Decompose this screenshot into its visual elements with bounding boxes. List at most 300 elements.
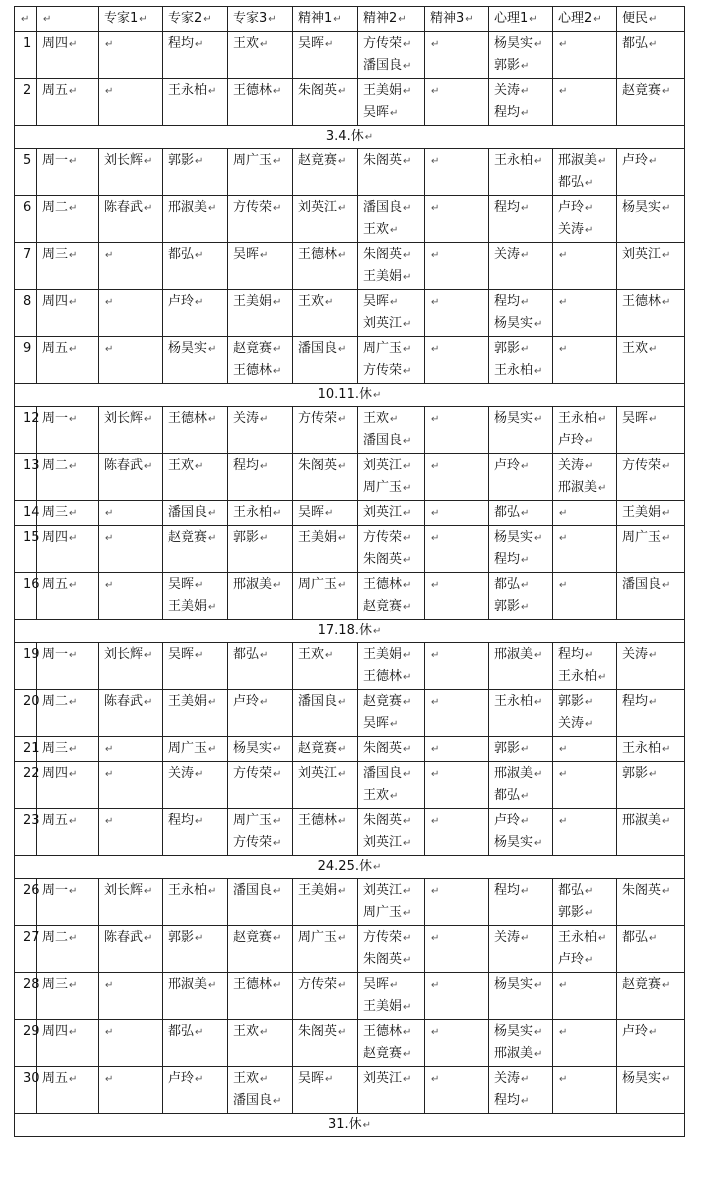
paragraph-mark: ↵ <box>431 297 440 308</box>
paragraph-mark: ↵ <box>403 1027 412 1038</box>
paragraph-mark: ↵ <box>203 14 212 25</box>
staff-name <box>233 1090 290 1112</box>
staff-name-text: 关涛 <box>494 247 521 262</box>
paragraph-mark: ↵ <box>403 1002 412 1013</box>
paragraph-mark: ↵ <box>325 39 334 50</box>
paragraph-mark: ↵ <box>662 250 671 261</box>
duty-cell <box>99 501 163 526</box>
duty-cell <box>99 454 163 501</box>
paragraph-mark: ↵ <box>273 203 282 214</box>
paragraph-mark: ↵ <box>105 86 114 97</box>
staff-name <box>363 902 422 924</box>
schedule-row <box>15 573 685 620</box>
paragraph-mark: ↵ <box>559 744 568 755</box>
staff-name <box>298 974 355 996</box>
staff-name-text: 朱阁英 <box>298 83 338 98</box>
paragraph-mark: ↵ <box>431 933 440 944</box>
header-corner-cell <box>15 7 37 32</box>
duty-cell <box>358 690 425 737</box>
staff-name <box>363 150 422 172</box>
duty-cell <box>425 290 489 337</box>
duty-cell <box>293 1067 358 1114</box>
paragraph-mark: ↵ <box>390 980 399 991</box>
staff-name <box>298 408 355 430</box>
staff-name-text: 卢玲 <box>558 200 585 215</box>
staff-name-text: 程均 <box>494 552 521 567</box>
duty-cell <box>553 149 617 196</box>
duty-cell <box>228 243 293 290</box>
staff-name <box>494 738 550 760</box>
paragraph-mark: ↵ <box>105 1027 114 1038</box>
column-header <box>163 7 228 32</box>
column-header-label: 心理2 <box>558 11 593 26</box>
staff-name <box>233 502 290 524</box>
header-row <box>15 7 685 32</box>
duty-cell <box>553 643 617 690</box>
staff-name-text: 王永柏 <box>494 694 534 709</box>
staff-name-text: 方传荣 <box>298 411 338 426</box>
weekday-label: 周二 <box>42 200 69 215</box>
paragraph-mark: ↵ <box>338 744 347 755</box>
staff-name <box>494 102 550 124</box>
staff-name-text: 王美娟 <box>363 83 403 98</box>
staff-name-text: 潘国良 <box>233 883 273 898</box>
staff-name-text: 王德林 <box>363 669 403 684</box>
paragraph-mark: ↵ <box>598 672 607 683</box>
paragraph-mark: ↵ <box>273 580 282 591</box>
staff-name <box>363 785 422 807</box>
weekday-label: 周三 <box>42 247 69 262</box>
paragraph-mark: ↵ <box>273 344 282 355</box>
staff-name <box>168 455 225 477</box>
paragraph-mark: ↵ <box>105 744 114 755</box>
duty-cell <box>99 1067 163 1114</box>
staff-name <box>494 832 550 854</box>
paragraph-mark: ↵ <box>403 508 412 519</box>
staff-name-text: 潘国良 <box>298 694 338 709</box>
schedule-row <box>15 879 685 926</box>
paragraph-mark: ↵ <box>338 156 347 167</box>
duty-cell <box>163 149 228 196</box>
duty-cell <box>553 690 617 737</box>
staff-name-text: 王永柏 <box>558 411 598 426</box>
staff-name-text: 吴晖 <box>363 105 390 120</box>
duty-cell <box>163 32 228 79</box>
staff-name <box>168 80 225 102</box>
paragraph-mark: ↵ <box>534 39 543 50</box>
staff-name-text: 卢玲 <box>558 952 585 967</box>
duty-cell <box>99 573 163 620</box>
duty-cell <box>425 337 489 384</box>
paragraph-mark: ↵ <box>144 461 153 472</box>
schedule-row <box>15 737 685 762</box>
staff-name-text: 杨昊实 <box>622 200 662 215</box>
duty-cell <box>228 407 293 454</box>
rest-day-label: 10.11.休 <box>317 387 372 402</box>
paragraph-mark: ↵ <box>649 650 658 661</box>
staff-name <box>494 549 550 571</box>
duty-cell <box>489 1067 553 1114</box>
staff-name-text: 程均 <box>558 647 585 662</box>
staff-name <box>363 219 422 241</box>
duty-cell <box>163 573 228 620</box>
duty-cell <box>293 526 358 573</box>
duty-cell <box>358 526 425 573</box>
staff-name <box>363 455 422 477</box>
staff-name-text: 刘英江 <box>298 766 338 781</box>
staff-name <box>233 832 290 854</box>
column-header <box>617 7 685 32</box>
rest-day-cell <box>15 384 685 407</box>
staff-name-text: 王永柏 <box>494 153 534 168</box>
paragraph-mark: ↵ <box>403 697 412 708</box>
paragraph-mark: ↵ <box>390 225 399 236</box>
duty-cell <box>293 149 358 196</box>
staff-name <box>168 1021 225 1043</box>
duty-cell <box>358 973 425 1020</box>
staff-name-text: 王美娟 <box>168 599 208 614</box>
staff-name <box>622 574 682 596</box>
paragraph-mark: ↵ <box>338 980 347 991</box>
duty-cell <box>163 290 228 337</box>
staff-name <box>363 996 422 1018</box>
paragraph-mark: ↵ <box>144 933 153 944</box>
staff-name <box>622 455 682 477</box>
staff-name <box>363 832 422 854</box>
paragraph-mark: ↵ <box>69 886 78 897</box>
paragraph-mark: ↵ <box>534 319 543 330</box>
duty-cell <box>358 879 425 926</box>
paragraph-mark: ↵ <box>325 650 334 661</box>
paragraph-mark: ↵ <box>521 250 530 261</box>
duty-cell <box>99 149 163 196</box>
staff-name <box>363 1021 422 1043</box>
paragraph-mark: ↵ <box>208 414 217 425</box>
staff-name <box>494 455 550 477</box>
rest-day-label: 3.4.休 <box>325 129 364 144</box>
staff-name-text: 潘国良 <box>363 58 403 73</box>
staff-name-text: 方传荣 <box>233 200 273 215</box>
duty-cell <box>617 879 685 926</box>
staff-name <box>298 33 355 55</box>
duty-cell <box>163 454 228 501</box>
paragraph-mark: ↵ <box>338 414 347 425</box>
weekday-label: 周五 <box>42 577 69 592</box>
paragraph-mark: ↵ <box>585 697 594 708</box>
staff-name <box>363 974 422 996</box>
staff-name-text: 邢淑美 <box>494 766 534 781</box>
paragraph-mark: ↵ <box>559 1027 568 1038</box>
paragraph-mark: ↵ <box>431 816 440 827</box>
staff-name <box>363 596 422 618</box>
paragraph-mark: ↵ <box>69 1027 78 1038</box>
staff-name <box>233 360 290 382</box>
weekday-label: 周五 <box>42 83 69 98</box>
staff-name-text: 赵竟赛 <box>233 930 273 945</box>
paragraph-mark: ↵ <box>662 533 671 544</box>
staff-name <box>104 150 160 172</box>
staff-name-text: 邢淑美 <box>622 813 662 828</box>
duty-cell <box>358 737 425 762</box>
staff-name-text: 都弘 <box>622 930 649 945</box>
paragraph-mark: ↵ <box>338 697 347 708</box>
paragraph-mark: ↵ <box>144 203 153 214</box>
day-number-cell: 22 <box>15 762 37 809</box>
paragraph-mark: ↵ <box>559 1074 568 1085</box>
paragraph-mark: ↵ <box>585 955 594 966</box>
duty-cell <box>228 526 293 573</box>
staff-name <box>168 596 225 618</box>
schedule-row <box>15 501 685 526</box>
staff-name-text: 郭影 <box>622 766 649 781</box>
duty-cell <box>617 526 685 573</box>
weekday-label: 周四 <box>42 294 69 309</box>
schedule-row <box>15 454 685 501</box>
paragraph-mark: ↵ <box>585 650 594 661</box>
staff-name <box>363 738 422 760</box>
paragraph-mark: ↵ <box>398 14 407 25</box>
staff-name <box>298 644 355 666</box>
schedule-row <box>15 690 685 737</box>
paragraph-mark: ↵ <box>559 580 568 591</box>
staff-name-text: 周广玉 <box>233 153 273 168</box>
weekday-cell <box>37 149 99 196</box>
paragraph-mark: ↵ <box>662 744 671 755</box>
duty-cell <box>617 454 685 501</box>
paragraph-mark: ↵ <box>559 250 568 261</box>
paragraph-mark: ↵ <box>559 344 568 355</box>
paragraph-mark: ↵ <box>662 508 671 519</box>
paragraph-mark: ↵ <box>69 580 78 591</box>
staff-name <box>298 502 355 524</box>
duty-cell <box>617 337 685 384</box>
duty-cell <box>553 926 617 973</box>
paragraph-mark: ↵ <box>144 697 153 708</box>
day-number-cell: 2 <box>15 79 37 126</box>
staff-name <box>622 527 682 549</box>
staff-name <box>363 644 422 666</box>
staff-name <box>494 785 550 807</box>
staff-name <box>298 763 355 785</box>
duty-cell <box>99 643 163 690</box>
day-number-cell: 27 <box>15 926 37 973</box>
staff-name-text: 郭影 <box>494 599 521 614</box>
paragraph-mark: ↵ <box>260 533 269 544</box>
duty-cell <box>489 643 553 690</box>
paragraph-mark: ↵ <box>208 744 217 755</box>
paragraph-mark: ↵ <box>431 769 440 780</box>
staff-name <box>233 691 290 713</box>
paragraph-mark: ↵ <box>534 1027 543 1038</box>
staff-name-text: 杨昊实 <box>494 530 534 545</box>
staff-name-text: 王德林 <box>298 813 338 828</box>
duty-cell <box>228 290 293 337</box>
weekday-cell <box>37 737 99 762</box>
staff-name <box>168 1068 225 1090</box>
staff-name-text: 刘英江 <box>363 883 403 898</box>
staff-name <box>622 1068 682 1090</box>
paragraph-mark: ↵ <box>662 980 671 991</box>
paragraph-mark: ↵ <box>69 744 78 755</box>
staff-name-text: 卢玲 <box>494 813 521 828</box>
paragraph-mark: ↵ <box>105 533 114 544</box>
paragraph-mark: ↵ <box>431 508 440 519</box>
staff-name <box>494 880 550 902</box>
staff-name <box>298 738 355 760</box>
duty-cell <box>425 762 489 809</box>
duty-cell <box>425 643 489 690</box>
staff-name-text: 潘国良 <box>298 341 338 356</box>
duty-cell <box>553 879 617 926</box>
duty-cell <box>163 1067 228 1114</box>
staff-name <box>622 974 682 996</box>
staff-name-text: 关涛 <box>494 930 521 945</box>
paragraph-mark: ↵ <box>260 39 269 50</box>
staff-name <box>104 455 160 477</box>
staff-name-text: 王永柏 <box>233 505 273 520</box>
staff-name-text: 关涛 <box>233 411 260 426</box>
staff-name-text: 程均 <box>494 200 521 215</box>
staff-name-text: 朱阁英 <box>363 247 403 262</box>
staff-name <box>558 455 614 477</box>
staff-name <box>363 266 422 288</box>
staff-name <box>494 33 550 55</box>
day-number-cell: 30 <box>15 1067 37 1114</box>
duty-cell <box>228 973 293 1020</box>
staff-name <box>168 927 225 949</box>
schedule-row <box>15 79 685 126</box>
day-number-cell: 9 <box>15 337 37 384</box>
weekday-label: 周一 <box>42 647 69 662</box>
duty-cell <box>163 737 228 762</box>
duty-cell <box>425 809 489 856</box>
staff-name-text: 都弘 <box>494 505 521 520</box>
paragraph-mark: ↵ <box>273 366 282 377</box>
duty-cell <box>617 573 685 620</box>
staff-name-text: 关涛 <box>622 647 649 662</box>
staff-name <box>363 80 422 102</box>
paragraph-mark: ↵ <box>268 14 277 25</box>
paragraph-mark: ↵ <box>105 769 114 780</box>
column-header <box>99 7 163 32</box>
duty-cell <box>228 573 293 620</box>
duty-cell <box>228 32 293 79</box>
weekday-cell <box>37 690 99 737</box>
staff-name <box>494 574 550 596</box>
paragraph-mark: ↵ <box>69 297 78 308</box>
staff-name <box>233 1068 290 1090</box>
staff-name-text: 吴晖 <box>168 577 195 592</box>
paragraph-mark: ↵ <box>208 86 217 97</box>
paragraph-mark: ↵ <box>662 86 671 97</box>
rest-day-cell <box>15 856 685 879</box>
duty-cell <box>358 762 425 809</box>
paragraph-mark: ↵ <box>105 250 114 261</box>
duty-cell <box>553 809 617 856</box>
duty-cell <box>425 501 489 526</box>
duty-cell <box>617 243 685 290</box>
staff-name <box>104 197 160 219</box>
paragraph-mark: ↵ <box>534 769 543 780</box>
duty-cell <box>425 149 489 196</box>
duty-cell <box>617 196 685 243</box>
paragraph-mark: ↵ <box>260 650 269 661</box>
staff-name-text: 程均 <box>233 458 260 473</box>
staff-name <box>363 408 422 430</box>
duty-cell <box>163 1020 228 1067</box>
staff-name-text: 王美娟 <box>298 883 338 898</box>
paragraph-mark: ↵ <box>662 886 671 897</box>
staff-name <box>233 810 290 832</box>
staff-name <box>168 197 225 219</box>
paragraph-mark: ↵ <box>649 769 658 780</box>
staff-name-text: 郭影 <box>168 930 195 945</box>
paragraph-mark: ↵ <box>431 533 440 544</box>
rest-day-cell <box>15 620 685 643</box>
duty-cell <box>553 1067 617 1114</box>
weekday-label: 周一 <box>42 153 69 168</box>
paragraph-mark: ↵ <box>69 650 78 661</box>
staff-name-text: 杨昊实 <box>622 1071 662 1086</box>
paragraph-mark: ↵ <box>593 14 602 25</box>
staff-name <box>622 1021 682 1043</box>
day-number-cell: 21 <box>15 737 37 762</box>
duty-cell <box>617 79 685 126</box>
staff-name <box>233 80 290 102</box>
staff-name-text: 邢淑美 <box>168 977 208 992</box>
paragraph-mark: ↵ <box>403 886 412 897</box>
schedule-row <box>15 526 685 573</box>
paragraph-mark: ↵ <box>195 297 204 308</box>
weekday-label: 周一 <box>42 883 69 898</box>
paragraph-mark: ↵ <box>273 816 282 827</box>
day-number-cell: 5 <box>15 149 37 196</box>
paragraph-mark: ↵ <box>585 203 594 214</box>
paragraph-mark: ↵ <box>69 39 78 50</box>
duty-cell <box>553 973 617 1020</box>
staff-name-text: 卢玲 <box>233 694 260 709</box>
staff-name <box>622 150 682 172</box>
paragraph-mark: ↵ <box>69 533 78 544</box>
paragraph-mark: ↵ <box>273 297 282 308</box>
paragraph-mark: ↵ <box>273 156 282 167</box>
weekday-cell <box>37 573 99 620</box>
staff-name-text: 王欢 <box>363 788 390 803</box>
duty-cell <box>99 879 163 926</box>
staff-name <box>168 810 225 832</box>
paragraph-mark: ↵ <box>195 650 204 661</box>
duty-cell <box>358 809 425 856</box>
staff-name-text: 王美娟 <box>622 505 662 520</box>
staff-name <box>558 644 614 666</box>
day-number-cell: 12 <box>15 407 37 454</box>
staff-name <box>168 527 225 549</box>
paragraph-mark: ↵ <box>403 672 412 683</box>
staff-name <box>494 55 550 77</box>
weekday-label: 周五 <box>42 813 69 828</box>
paragraph-mark: ↵ <box>338 533 347 544</box>
paragraph-mark: ↵ <box>662 461 671 472</box>
paragraph-mark: ↵ <box>362 1120 372 1131</box>
duty-cell <box>617 32 685 79</box>
weekday-cell <box>37 973 99 1020</box>
staff-name <box>494 644 550 666</box>
staff-name-text: 王永柏 <box>168 83 208 98</box>
staff-name-text: 吴晖 <box>363 977 390 992</box>
duty-cell <box>163 243 228 290</box>
paragraph-mark: ↵ <box>69 414 78 425</box>
duty-cell <box>99 973 163 1020</box>
